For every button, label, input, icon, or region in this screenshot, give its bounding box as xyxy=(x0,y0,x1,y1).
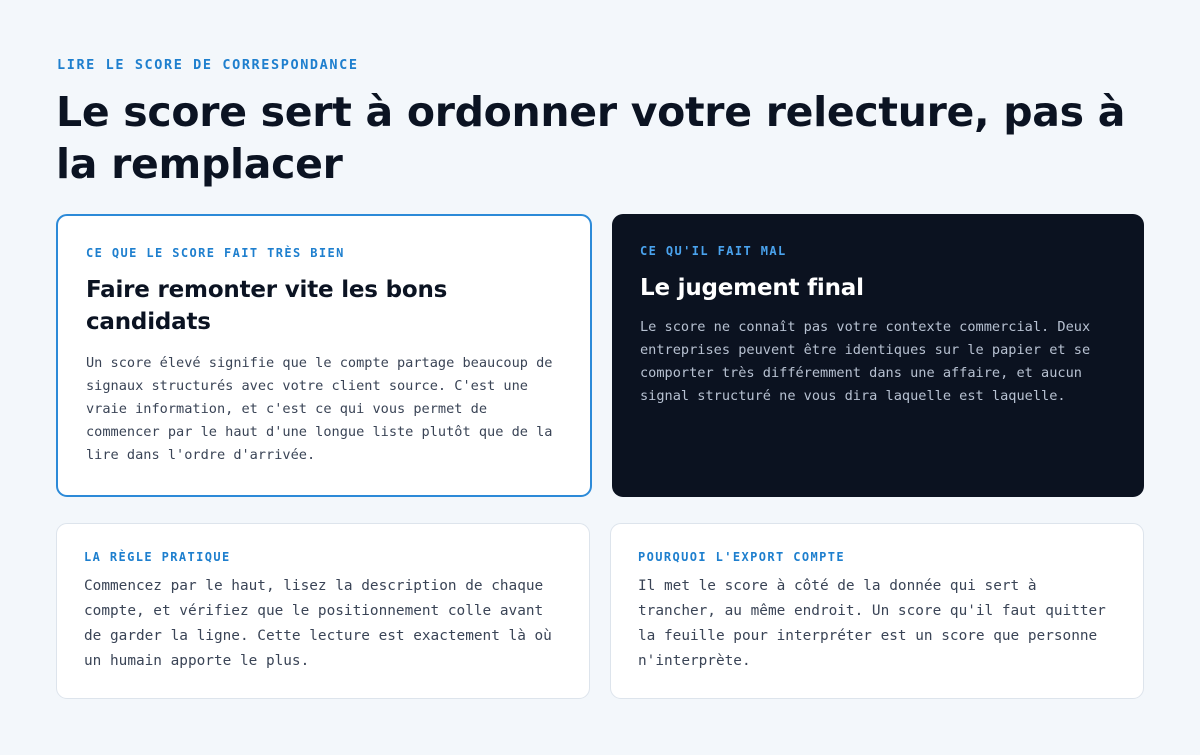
card-tag: CE QUE LE SCORE FAIT TRÈS BIEN xyxy=(86,246,345,260)
card-tag: CE QU'IL FAIT MAL xyxy=(640,244,787,258)
card-body: Le score ne connaît pas votre contexte commercial. Deux entreprises peuvent être identiques sur le papier et se comporter très différemment dans une affaire, et aucun signal structuré ne vous dira laquelle est laquelle. xyxy=(640,319,1091,404)
card-practical-rule xyxy=(56,523,590,699)
card-tag: POURQUOI L'EXPORT COMPTE xyxy=(638,550,845,564)
card-strengths xyxy=(56,214,592,497)
card-export-reason xyxy=(610,523,1144,699)
card-title: Faire remonter vite les bons candidats xyxy=(86,277,448,335)
card-weaknesses xyxy=(612,214,1144,497)
card-body: Un score élevé signifie que le compte partage beaucoup de signaux structurés avec votre client source. C'est une vraie information, et c'est ce qui vous permet de commencer par le haut d'une longue liste plutôt que de la lire dans l'ordre d'arrivée. xyxy=(86,355,553,463)
section-eyebrow: LIRE LE SCORE DE CORRESPONDANCE xyxy=(57,57,359,73)
page-title: Le score sert à ordonner votre relecture, pas à la remplacer xyxy=(56,88,1126,188)
card-title: Le jugement final xyxy=(640,275,864,301)
card-tag: LA RÈGLE PRATIQUE xyxy=(84,550,231,564)
card-body: Il met le score à côté de la donnée qui sert à trancher, au même endroit. Un score qu'il faut quitter la feuille pour interpréter est un score que personne n'interprète. xyxy=(638,578,1106,669)
card-body: Commencez par le haut, lisez la description de chaque compte, et vérifiez que le positionnement colle avant de garder la ligne. Cette lecture est exactement là où un humain apporte le plus. xyxy=(84,578,552,669)
